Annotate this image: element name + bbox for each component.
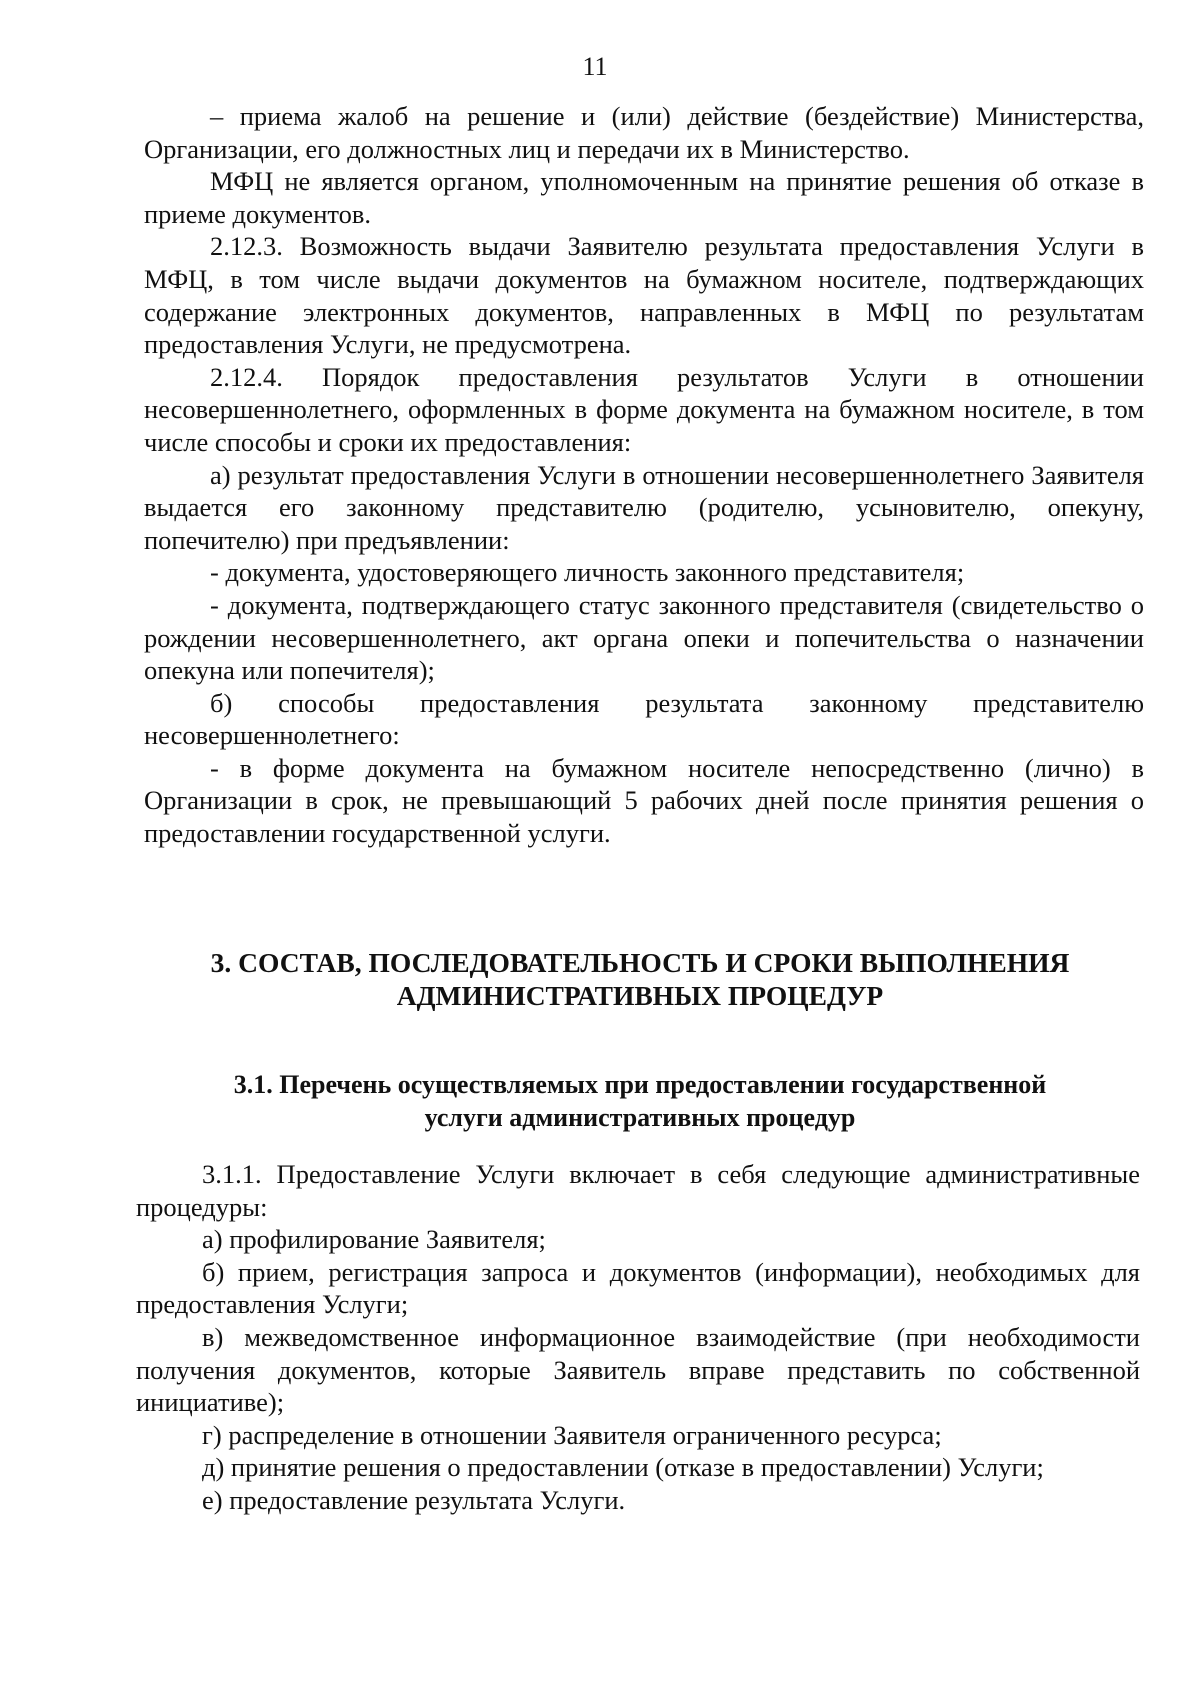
procedure-item-d: д) принятие решения о предоставлении (отказе в предоставлении) Услуги; bbox=[202, 1452, 1044, 1483]
paragraph-mfc-not-authorized: МФЦ не является органом, уполномоченным на принятие решения об отказе в приеме документов. bbox=[144, 166, 1144, 229]
procedure-item-b: б) прием, регистрация запроса и документов (информации), необходимых для предоставления Услуги; bbox=[136, 1256, 1140, 1320]
page-number: 11 bbox=[582, 52, 608, 81]
section-3-heading-line-2: АДМИНИСТРАТИВНЫХ ПРОЦЕДУР bbox=[396, 980, 884, 1011]
subsection-3-1-heading-line-1: 3.1. Перечень осуществляемых при предоставлении государственной bbox=[233, 1070, 1047, 1099]
section-b-text bbox=[136, 1158, 1140, 1517]
paragraph-2-12-3: 2.12.3. Возможность выдачи Заявителю результата предоставления Услуги в МФЦ, в том числе выдачи документов на бумажном носителе, подтверждающих содержание электронных документов, направленных в МФЦ по результатам предоставления Услуги, не предусмотрена. bbox=[144, 231, 1144, 360]
section-a-text bbox=[144, 100, 1144, 850]
paragraph-2-12-4: 2.12.4. Порядок предоставления результатов Услуги в отношении несовершеннолетнего, оформленных в форме документа на бумажном носителе, в том числе способы и сроки их предоставления: bbox=[144, 361, 1144, 457]
paragraph-item-b: б) способы предоставления результата законному представителю несовершеннолетнего: bbox=[144, 687, 1144, 751]
paragraph-paper-form: - в форме документа на бумажном носителе непосредственно (лично) в Организации в срок, не превышающий 5 рабочих дней после принятия решения о предоставлении государственной услуги. bbox=[144, 752, 1144, 849]
paragraph-3-1-1: 3.1.1. Предоставление Услуги включает в себя следующие административные процедуры: bbox=[136, 1159, 1140, 1222]
section-3-heading-line-1: 3. СОСТАВ, ПОСЛЕДОВАТЕЛЬНОСТЬ И СРОКИ ВЫПОЛНЕНИЯ bbox=[210, 947, 1070, 978]
paragraph-status-document: - документа, подтверждающего статус законного представителя (свидетельство о рождении несовершеннолетнего, акт органа опеки и попечительства о назначении опекуна или попечителя); bbox=[144, 589, 1144, 686]
paragraph-complaints: – приема жалоб на решение и (или) действие (бездействие) Министерства, Организации, его должностных лиц и передачи их в Министерство. bbox=[144, 101, 1144, 164]
paragraph-identity-document: - документа, удостоверяющего личность законного представителя; bbox=[210, 557, 965, 588]
subsection-3-1-heading-line-2: услуги административных процедур bbox=[424, 1103, 856, 1132]
procedure-item-a: а) профилирование Заявителя; bbox=[202, 1224, 546, 1255]
procedure-item-g: г) распределение в отношении Заявителя ограниченного ресурса; bbox=[202, 1419, 942, 1450]
section-3-heading bbox=[140, 946, 1140, 1012]
procedure-item-v: в) межведомственное информационное взаимодействие (при необходимости получения документов, которые Заявитель вправе представить по собственной инициативе); bbox=[136, 1321, 1140, 1418]
subsection-3-1-heading bbox=[140, 1068, 1140, 1134]
procedure-item-e: е) предоставление результата Услуги. bbox=[202, 1484, 626, 1515]
paragraph-item-a: а) результат предоставления Услуги в отношении несовершеннолетнего Заявителя выдается его законному представителю (родителю, усыновителю, опекуну, попечителю) при предъявлении: bbox=[144, 459, 1144, 555]
